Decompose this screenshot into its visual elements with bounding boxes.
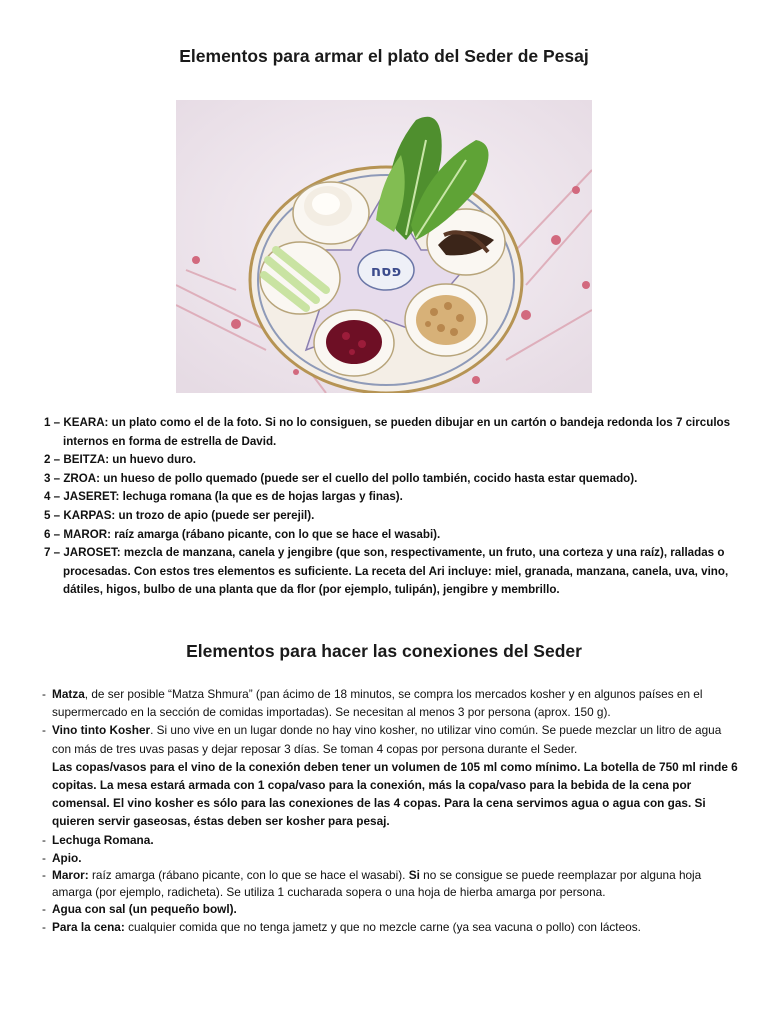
list-item [44, 544, 734, 600]
item-label: 2 – BEITZA: [44, 453, 110, 467]
item-label: 1 – KEARA: [44, 416, 109, 429]
list-item [44, 488, 734, 507]
list-item: - Vino tinto Kosher. Si uno vive en un lugar donde no hay vino kosher, no utilizar vino común. Se puede mezclar un litro de agua con más de tres uvas pasas y dejar reposar 3 días. Se toman 4 copas por persona durante el Seder. [42, 723, 722, 756]
item-text: raíz amarga (rábano picante, con lo que se hace el wasabi). [111, 527, 441, 541]
list-item [44, 451, 734, 470]
list-item: - Para la cena: cualquier comida que no tenga jametz y que no mezcle carne (ya sea vacuna o pollo) con lácteos. [42, 920, 641, 935]
item-text: cualquier comida que no tenga jametz y que no mezcle carne (ya sea vacuna o pollo) con lácteos. [124, 920, 641, 935]
item-label: 5 – KARPAS: [44, 508, 116, 522]
item-label: Vino tinto Kosher [52, 723, 151, 738]
item-label: Maror: [52, 868, 89, 883]
list-item: - Matza, de ser posible “Matza Shmura” (pan ácimo de 18 minutos, se compra los mercados kosher y en algunos países en el supermercado en la sección de comidas importadas). Se necesitan al menos 3 por persona (aprox. 150 g). [42, 687, 703, 720]
seder-plate-image [176, 100, 592, 393]
item-text-bold: Si [408, 868, 420, 883]
item-label: 6 – MAROR: [44, 527, 111, 541]
item-label: Agua con sal (un pequeño bowl). [52, 902, 237, 917]
item-label: 4 – JASERET: [44, 490, 120, 504]
item-text: mezcla de manzana, canela y jengibre (que son, respectivamente, un fruto, una corteza y una raíz), ralladas o procesadas. Con estos tres elementos es suficiente. La receta del Ari incluye: miel, granada, manzana, canela, uva, vino, dátiles, higos, bulbo de una planta que da flor (por ejemplo, tulipán), jengibre y membrillo. [63, 546, 729, 597]
plate-hebrew-text: פסח [370, 262, 402, 280]
item-text: lechuga romana (la que es de hojas largas y finas). [119, 490, 403, 504]
wine-cups-note: Las copas/vasos para el vino de la conexión deben tener un volumen de 105 ml como mínimo. La botella de 750 ml rinde 6 copitas. La mesa estará armada con 1 copa/vaso para la conexión, más la copa/vaso para la bebida de la cena por comensal. El vino kosher es sólo para las conexiones de las 4 copas. Para la cena servimos agua o agua con gas. Si quieren servir gaseosas, éstas deben ser kosher para pesaj. [52, 759, 738, 829]
item-label: Para la cena: [52, 920, 125, 935]
item-text: un huevo duro. [109, 453, 197, 467]
list-item: - Apio. [42, 850, 82, 865]
item-text: raíz amarga (rábano picante, con lo que se hace el wasabi). [88, 868, 409, 883]
item-label: 7 – JAROSET: [44, 546, 121, 560]
page-title: Elementos para armar el plato del Seder de Pesaj [179, 46, 589, 66]
item-text: un trozo de apio (puede ser perejil). [115, 508, 315, 522]
list-item [44, 526, 734, 545]
item-label: 3 – ZROA: [44, 471, 101, 485]
item-label: Lechuga Romana. [52, 832, 154, 847]
item-text: no se consigue se puede reemplazar por alguna hoja amarga (por ejemplo, radicheta). Se utiliza 1 cucharada sopera o una hoja de hierba amarga por persona. [52, 868, 702, 899]
connections-list [42, 685, 742, 936]
list-item [44, 507, 734, 526]
item-text: un plato como el de la foto. Si no lo consiguen, se pueden dibujar en un cartón o bandeja redonda los 7 circulos internos en forma de estrella de David. [63, 416, 731, 448]
list-item: - Lechuga Romana. [42, 832, 154, 847]
item-text: , de ser posible “Matza Shmura” (pan ácimo de 18 minutos, se compra los mercados kosher y en algunos países en el supermercado en la sección de comidas importadas). Se necesitan al menos 3 por persona (aprox. 150 g). [52, 687, 703, 720]
list-item [44, 470, 734, 489]
item-label: Matza [52, 687, 85, 701]
seder-plate-list [44, 414, 734, 600]
item-text: . Si uno vive en un lugar donde no hay vino kosher, no utilizar vino común. Se puede mezclar un litro de agua con más de tres uvas pasas y dejar reposar 3 días. Se toman 4 copas por persona durante el Seder. [52, 723, 722, 756]
seder-plate-photo [176, 100, 592, 393]
list-item [44, 414, 734, 451]
item-text: un hueso de pollo quemado (puede ser el cuello del pollo también, cocido hasta estar quemado). [100, 471, 638, 485]
list-item: - Agua con sal (un pequeño bowl). [42, 902, 237, 917]
list-item: - Maror: raíz amarga (rábano picante, con lo que se hace el wasabi). Si no se consigue se puede reemplazar por alguna hoja amarga (por ejemplo, radicheta). Se utiliza 1 cucharada sopera o una hoja de hierba amarga por persona. [42, 868, 702, 899]
section-title: Elementos para hacer las conexiones del Seder [186, 641, 582, 661]
item-label: Apio. [52, 850, 82, 865]
